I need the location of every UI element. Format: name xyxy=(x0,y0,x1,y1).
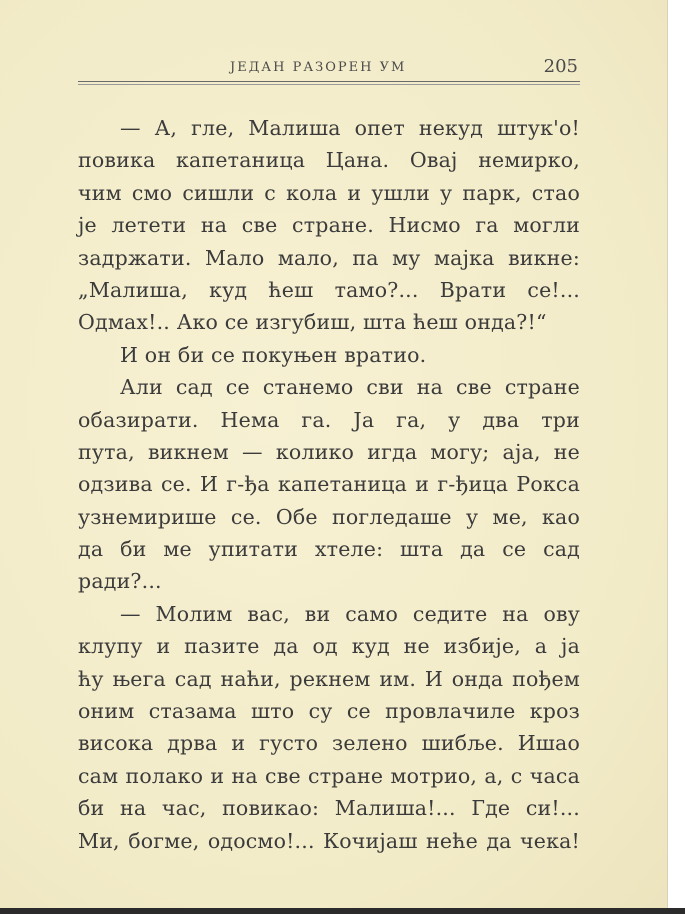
text-line: — А, гле, Малиша опет некуд штук'о! xyxy=(120,116,580,140)
running-title: ЈЕДАН РАЗОРЕН УМ xyxy=(230,60,407,75)
text-line: — Молим вас, ви само седите на ову xyxy=(120,601,580,626)
body-text xyxy=(78,112,580,857)
text-line: је летети на све стране. Нисмо га могли xyxy=(78,213,580,238)
text-line: обазирати. Нема га. Ја га, у два три xyxy=(78,407,580,432)
text-line: чим смо сишли с кола и ушли у парк, стао xyxy=(78,180,580,205)
scan-margin-bottom xyxy=(0,908,685,914)
text-line: Одмах!.. Ако се изгубиш, шта ћеш онда?!“ xyxy=(78,310,547,335)
text-line: И он би се покуњен вратио. xyxy=(120,342,427,367)
header-rule-secondary xyxy=(78,84,580,85)
text-line: клупу и пазите да од куд не избије, а ја xyxy=(78,634,580,659)
text-line: би на час, повикао: Малиша!... Где си!... xyxy=(78,796,580,821)
text-line: одзива се. И г-ђа капетаница и г-ђица Рокса xyxy=(78,472,580,497)
text-line: повика капетаница Цана. Овај немирко, xyxy=(78,148,580,173)
text-line: узнемирише се. Обе погледаше у ме, као xyxy=(78,504,580,529)
text-line: ради?... xyxy=(78,569,162,594)
text-line: да би ме упитати хтеле: шта да се сад xyxy=(78,537,580,562)
text-line: задржати. Мало мало, па му мајка викне: xyxy=(78,245,580,270)
text-line: сам полако и на све стране мотрио, а, с часа xyxy=(78,763,580,788)
text-line: Али сад се станемо сви на све стране xyxy=(120,375,580,400)
header-rule xyxy=(78,81,580,82)
text-line: висока дрва и густо зелено шибље. Ишао xyxy=(78,731,580,756)
text-line: „Малиша, куд ћеш тамо?... Врати се!... xyxy=(78,277,580,302)
page-header xyxy=(78,56,580,80)
text-line: оним стазама што су се провлачиле кроз xyxy=(78,699,580,724)
page-number: 205 xyxy=(543,56,578,77)
text-line: Ми, богме, одосмо!... Кочијаш неће да чека! xyxy=(78,828,580,853)
scan-margin-right xyxy=(667,0,685,914)
text-line: пута, викнем — колико игда могу; аја, не xyxy=(78,439,580,464)
text-line: ћу њега сад наћи, рекнем им. И онда пођем xyxy=(78,666,580,691)
